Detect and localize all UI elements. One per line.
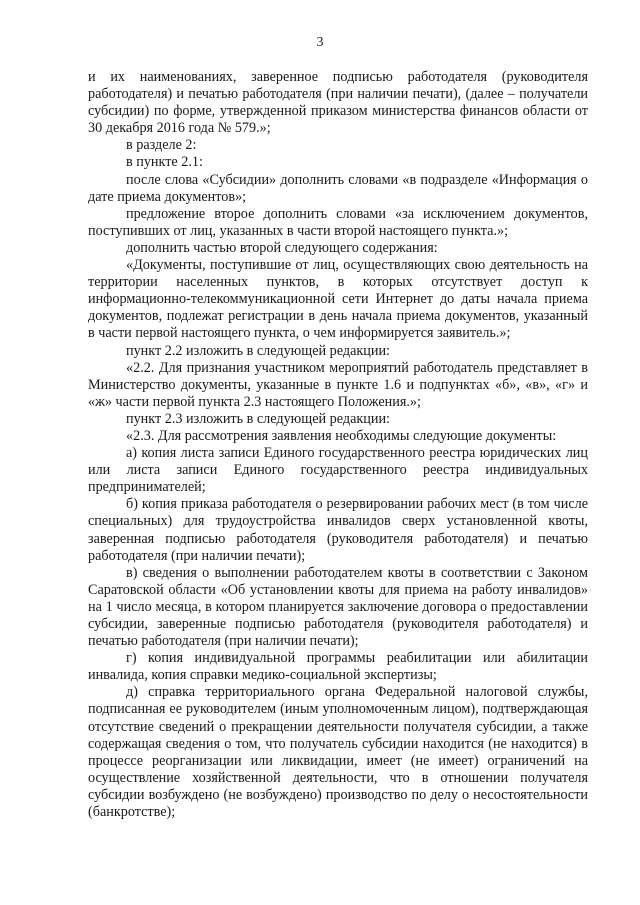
- paragraph: в пункте 2.1:: [126, 154, 203, 171]
- list-item-v: в) сведения о выполнении работодателем квоты в соответствии с Законом Саратовской области «Об установлении квоты для приема на работу инвалидов» на 1 число месяца, в котором планируется заключение договора о предоставлении субсидии, заверенные подписью работодателя (руководителя работодателя) и печатью работодателя (при наличии печати);: [88, 564, 588, 650]
- document-body: [88, 69, 588, 821]
- paragraph: в разделе 2:: [126, 137, 197, 154]
- paragraph: «2.2. Для признания участником мероприятий работодатель представляет в Министерство документы, указанные в пункте 1.6 и подпунктах «б», «в», «г» и «ж» части первой пункта 2.3 настоящего Положения.»;: [88, 359, 588, 410]
- paragraph: дополнить частью второй следующего содержания:: [126, 239, 438, 256]
- list-item-b: б) копия приказа работодателя о резервировании рабочих мест (в том числе специальных) для трудоустройства инвалидов сверх установленной квоты, заверенная подписью работодателя (руководителя работодателя) и печатью работодателя (при наличии печати);: [88, 496, 588, 564]
- paragraph: пункт 2.3 изложить в следующей редакции:: [126, 410, 390, 427]
- list-item-g: г) копия индивидуальной программы реабилитации или абилитации инвалида, копия справки медико-социальной экспертизы;: [88, 650, 588, 684]
- paragraph: «2.3. Для рассмотрения заявления необходимы следующие документы:: [126, 427, 557, 444]
- paragraph: «Документы, поступившие от лиц, осуществляющих свою деятельность на территории населенных пунктов, в которых отсутствует доступ к информационно-телекоммуникационной сети Интернет до даты начала приема документов, подлежат регистрации в день начала приема документов, указанный в части первой настоящего пункта, о чем информируется заявитель.»;: [88, 257, 588, 342]
- paragraph: предложение второе дополнить словами «за исключением документов, поступивших от лиц, указанных в части второй настоящего пункта.»;: [88, 205, 588, 239]
- paragraph: после слова «Субсидии» дополнить словами «в подразделе «Информация о дате приема документов»;: [88, 171, 588, 205]
- page-number: 3: [316, 35, 324, 50]
- list-item-d: д) справка территориального органа Федеральной налоговой службы, подписанная ее руководителем (иным уполномоченным лицом), подтверждающая отсутствие сведений о прекращении деятельности получателя субсидии, а также содержащая сведения о том, что получатель субсидии находится (не находится) в процессе реорганизации или ликвидации, имеет (не имеет) ограничений на осуществление хозяйственной деятельности, что в отношении получателя субсидии возбуждено (не возбуждено) производство по делу о несостоятельности (банкротстве);: [88, 684, 588, 821]
- list-item-a: а) копия листа записи Единого государственного реестра юридических лиц или листа записи Единого государственного реестра индивидуальных предпринимателей;: [88, 445, 588, 496]
- paragraph: и их наименованиях, заверенное подписью работодателя (руководителя работодателя) и печатью работодателя (при наличии печати), (далее – получатели субсидии) по форме, утвержденной приказом министерства финансов области от 30 декабря 2016 года № 579.»;: [88, 69, 588, 137]
- paragraph: пункт 2.2 изложить в следующей редакции:: [126, 342, 390, 359]
